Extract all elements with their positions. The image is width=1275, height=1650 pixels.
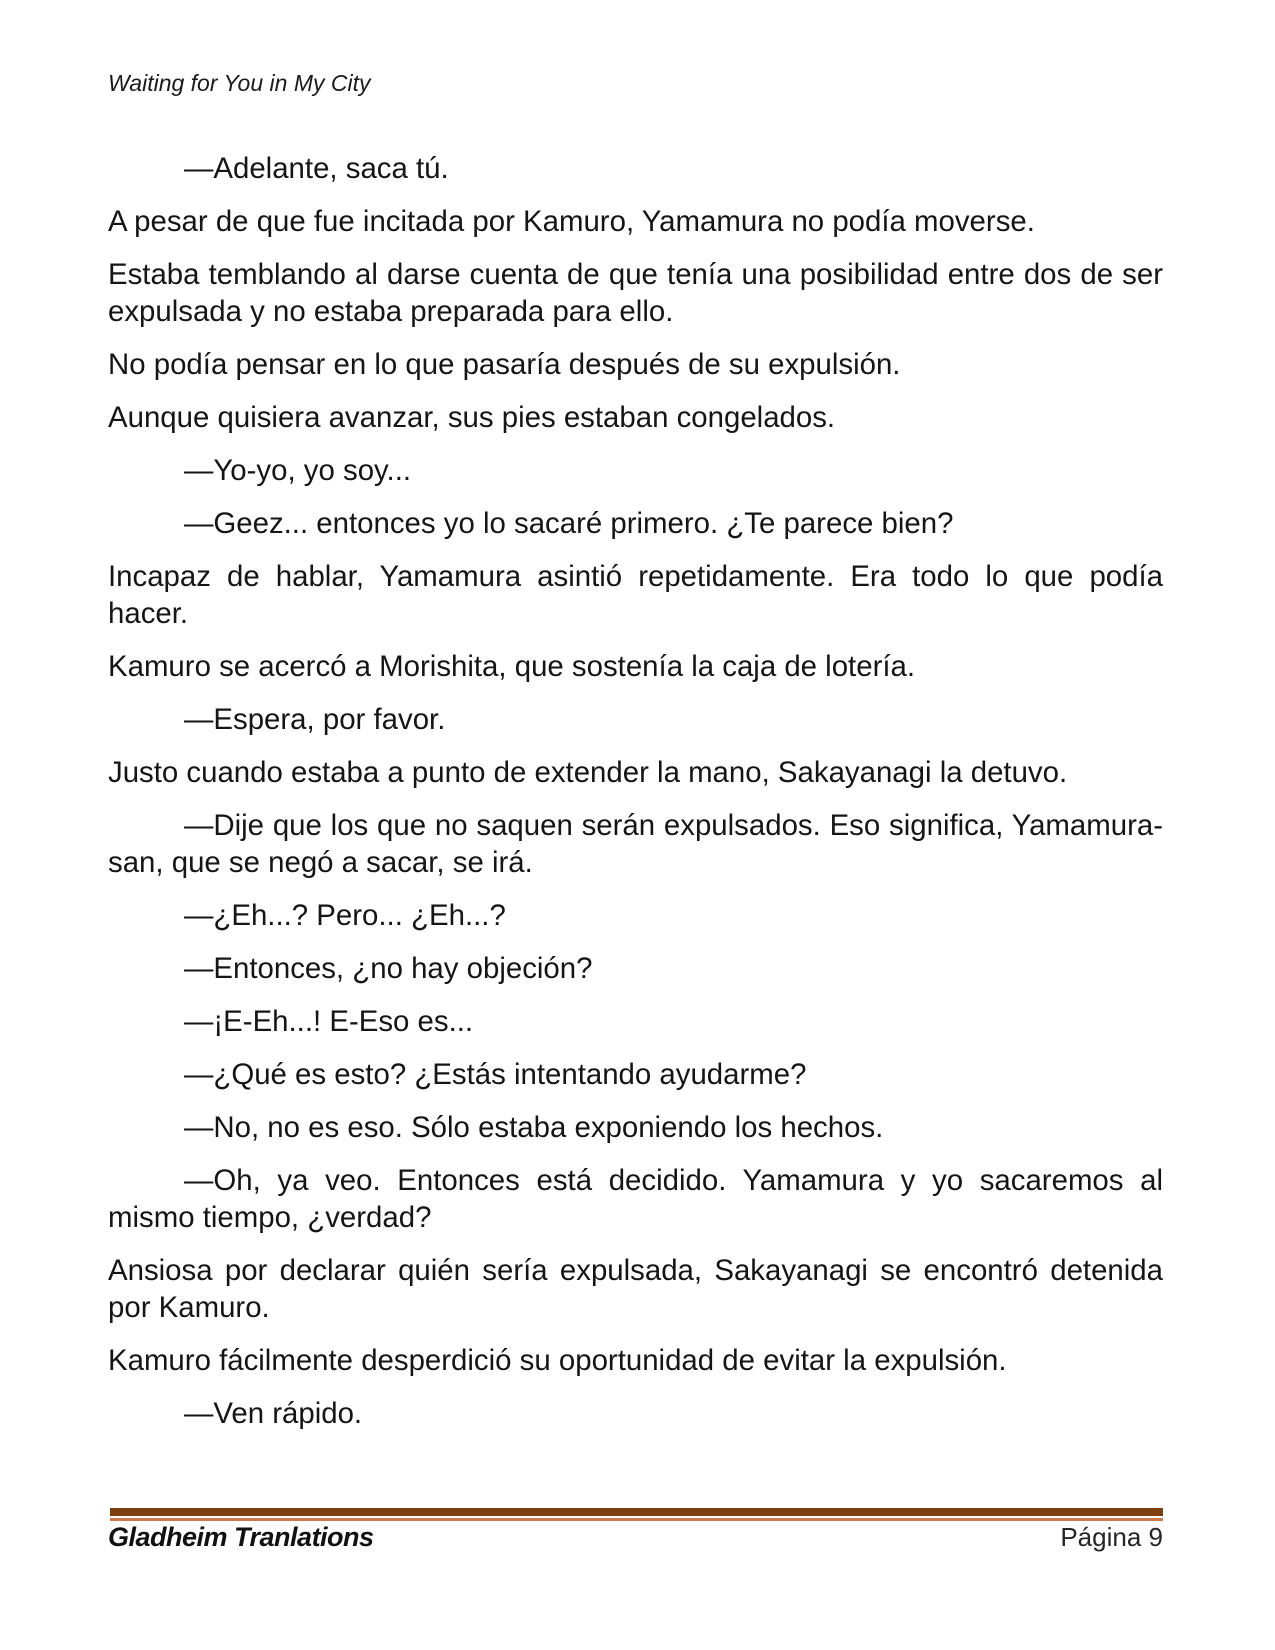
dialogue-paragraph: —¿Eh...? Pero... ¿Eh...? — [184, 899, 506, 932]
narration-paragraph: Incapaz de hablar, Yamamura asintió repetidamente. Era todo lo que podía hacer. — [108, 560, 1163, 630]
footer-divider-rule — [110, 1508, 1163, 1521]
dialogue-paragraph: —¿Qué es esto? ¿Estás intentando ayudarme? — [184, 1058, 807, 1091]
dialogue-paragraph: —Espera, por favor. — [184, 703, 446, 736]
dialogue-paragraph: —Yo-yo, yo soy... — [184, 454, 412, 487]
dialogue-paragraph: —Geez... entonces yo lo sacaré primero. ¿Te parece bien? — [184, 507, 954, 540]
narration-paragraph: Justo cuando estaba a punto de extender la mano, Sakayanagi la detuvo. — [108, 756, 1068, 789]
footer-divider-thick-line — [110, 1508, 1163, 1516]
dialogue-paragraph: —Dije que los que no saquen serán expulsados. Eso significa, Yamamura-san, que se negó a sacar, se irá. — [108, 809, 1163, 879]
narration-paragraph: A pesar de que fue incitada por Kamuro, Yamamura no podía moverse. — [108, 205, 1035, 238]
narration-paragraph: Ansiosa por declarar quién sería expulsada, Sakayanagi se encontró detenida por Kamuro. — [108, 1254, 1163, 1324]
narration-paragraph: Estaba temblando al darse cuenta de que tenía una posibilidad entre dos de ser expulsada y no estaba preparada para ello. — [108, 258, 1163, 328]
dialogue-paragraph: —Adelante, saca tú. — [184, 152, 449, 185]
dialogue-paragraph: —No, no es eso. Sólo estaba exponiendo los hechos. — [184, 1111, 884, 1144]
dialogue-paragraph: —Entonces, ¿no hay objeción? — [184, 952, 593, 985]
narration-paragraph: No podía pensar en lo que pasaría después de su expulsión. — [108, 348, 901, 381]
narration-paragraph: Kamuro fácilmente desperdició su oportunidad de evitar la expulsión. — [108, 1344, 1007, 1377]
narration-paragraph: Kamuro se acercó a Morishita, que sostenía la caja de lotería. — [108, 650, 916, 683]
page-header-title: Waiting for You in My City — [108, 70, 371, 96]
dialogue-paragraph: —Oh, ya veo. Entonces está decidido. Yamamura y yo sacaremos al mismo tiempo, ¿verdad? — [108, 1164, 1163, 1234]
dialogue-paragraph: —¡E-Eh...! E-Eso es... — [184, 1005, 474, 1038]
footer-divider-thin-line — [110, 1518, 1163, 1521]
page-footer — [108, 1522, 1163, 1553]
narration-paragraph: Aunque quisiera avanzar, sus pies estaban congelados. — [108, 401, 836, 434]
dialogue-paragraph: —Ven rápido. — [184, 1397, 363, 1430]
footer-translator-name: Gladheim Tranlations — [108, 1522, 374, 1552]
footer-page-number: Página 9 — [1060, 1522, 1163, 1552]
document-body — [108, 150, 1163, 1448]
